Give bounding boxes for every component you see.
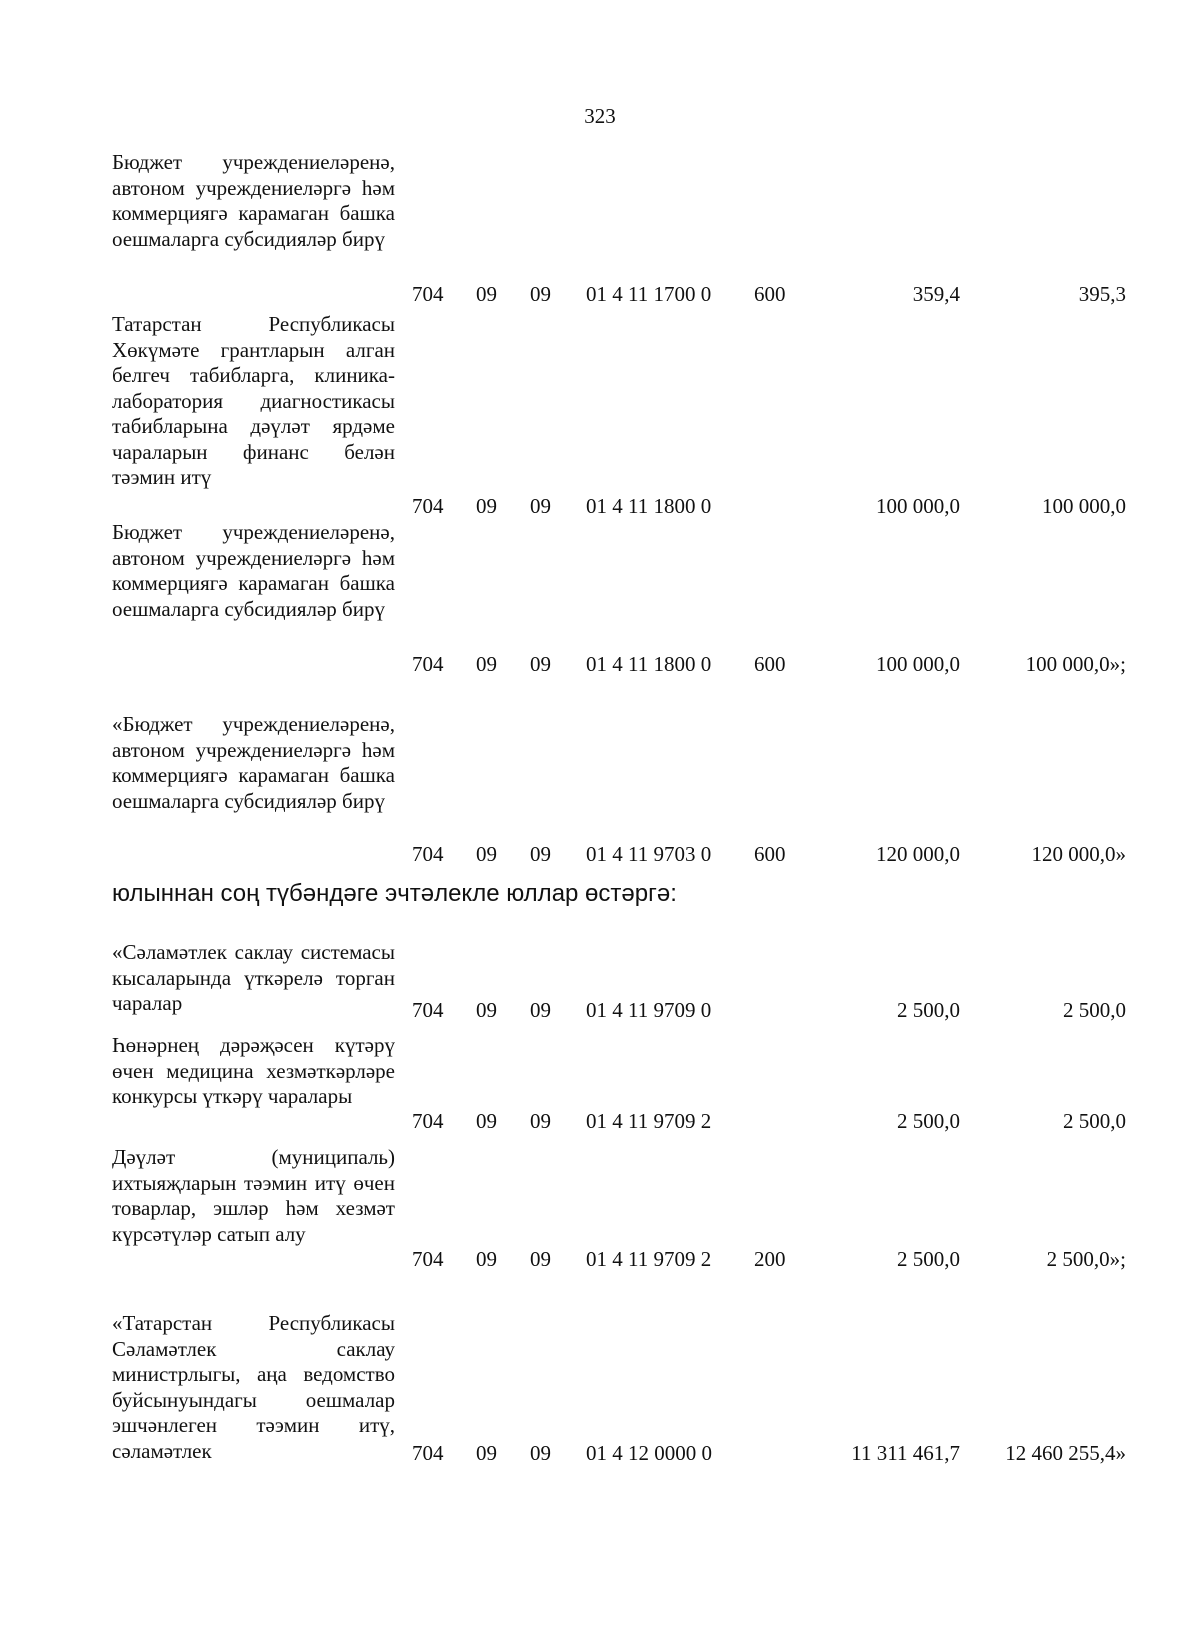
cell-csr: 01 4 11 9709 2	[586, 1109, 712, 1133]
cell-vr: 600	[754, 842, 786, 866]
cell-pr: 09	[530, 1441, 551, 1465]
cell-pr: 09	[530, 842, 551, 866]
row-description: «Сәламәтлек саклау системасы кысаларында үткәрелә торган чаралар	[112, 940, 395, 1015]
cell-rz: 09	[476, 494, 497, 518]
cell-sum-1: 120 000,0	[876, 842, 960, 866]
cell-csr: 01 4 12 0000 0	[586, 1441, 712, 1465]
cell-sum-2: 2 500,0	[1063, 1109, 1126, 1133]
cell-pr: 09	[530, 1109, 551, 1133]
cell-sum-2: 100 000,0	[1042, 494, 1126, 518]
row-description: «Бюджет учреждениеләренә, автоном учреждениеләргә һәм коммерциягә карамаган башка оешмаларга субсидияләр бирү	[112, 712, 395, 813]
cell-csr: 01 4 11 1700 0	[586, 282, 712, 306]
cell-pr: 09	[530, 1247, 551, 1271]
cell-rz: 09	[476, 282, 497, 306]
row-description: «Татарстан Республикасы Сәламәтлек саклау министрлыгы, аңа ведомство буйсынуындагы оешмалар эшчәнлеген тәэмин итү, сәламәтлек	[112, 1311, 395, 1463]
cell-rz: 09	[476, 1109, 497, 1133]
cell-csr: 01 4 11 9709 2	[586, 1247, 712, 1271]
cell-sum-1: 359,4	[912, 282, 960, 306]
cell-rz: 09	[476, 998, 497, 1022]
cell-sum-2: 395,3	[1078, 282, 1126, 306]
cell-sum-1: 2 500,0	[897, 998, 960, 1022]
cell-ved: 704	[412, 998, 444, 1022]
cell-csr: 01 4 11 9703 0	[586, 842, 712, 866]
cell-vr: 600	[754, 652, 786, 676]
cell-sum-1: 2 500,0	[897, 1109, 960, 1133]
cell-vr: 200	[754, 1247, 786, 1271]
cell-csr: 01 4 11 1800 0	[586, 494, 712, 518]
cell-vr: 600	[754, 282, 786, 306]
cell-ved: 704	[412, 842, 444, 866]
cell-sum-1: 100 000,0	[876, 494, 960, 518]
cell-pr: 09	[530, 494, 551, 518]
cell-ved: 704	[412, 652, 444, 676]
cell-csr: 01 4 11 1800 0	[586, 652, 712, 676]
cell-rz: 09	[476, 1247, 497, 1271]
cell-sum-1: 2 500,0	[897, 1247, 960, 1271]
cell-sum-2: 12 460 255,4»	[1005, 1441, 1126, 1465]
instruction-text: юлыннан соң түбәндәге эчтәлекле юллар өстәргә:	[112, 880, 677, 907]
cell-ved: 704	[412, 1109, 444, 1133]
row-description: Татарстан Республикасы Хөкүмәте грантларын алган белгеч табибларга, клиника-лаборатория диагностикасы табибларына дәүләт ярдәме чараларын финанс белән тәэмин итү	[112, 312, 395, 489]
row-description: Дәүләт (муниципаль) ихтыяҗларын тәэмин итү өчен товарлар, эшләр һәм хезмәт күрсәтүләр сатып алу	[112, 1145, 395, 1246]
row-description: Бюджет учреждениеләренә, автоном учреждениеләргә һәм коммерциягә карамаган башка оешмаларга субсидияләр бирү	[112, 150, 395, 251]
row-description: Һөнәрнең дәрәҗәсен күтәрү өчен медицина хезмәткәрләре конкурсы үткәрү чаралары	[112, 1033, 395, 1108]
cell-rz: 09	[476, 652, 497, 676]
cell-pr: 09	[530, 652, 551, 676]
cell-pr: 09	[530, 282, 551, 306]
cell-rz: 09	[476, 1441, 497, 1465]
cell-ved: 704	[412, 1441, 444, 1465]
cell-ved: 704	[412, 282, 444, 306]
cell-sum-2: 120 000,0»	[1031, 842, 1126, 866]
cell-rz: 09	[476, 842, 497, 866]
cell-sum-2: 100 000,0»;	[1025, 652, 1126, 676]
cell-sum-2: 2 500,0	[1063, 998, 1126, 1022]
cell-ved: 704	[412, 494, 444, 518]
cell-ved: 704	[412, 1247, 444, 1271]
cell-sum-2: 2 500,0»;	[1046, 1247, 1126, 1271]
page-number: 323	[584, 104, 616, 128]
cell-pr: 09	[530, 998, 551, 1022]
cell-sum-1: 100 000,0	[876, 652, 960, 676]
cell-csr: 01 4 11 9709 0	[586, 998, 712, 1022]
row-description: Бюджет учреждениеләренә, автоном учреждениеләргә һәм коммерциягә карамаган башка оешмаларга субсидияләр бирү	[112, 520, 395, 621]
cell-sum-1: 11 311 461,7	[851, 1441, 960, 1465]
